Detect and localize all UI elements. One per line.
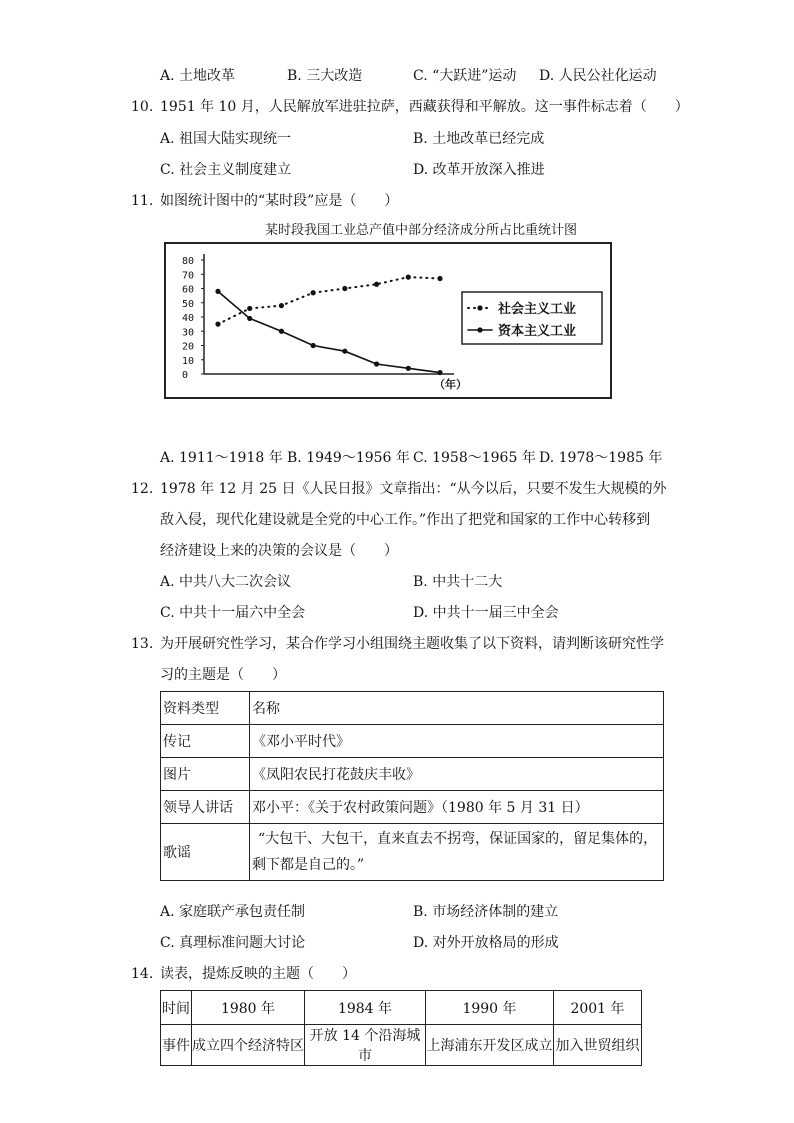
- q9-option-d: D. 人民公社化运动: [539, 68, 657, 84]
- y-tick-label: 10: [182, 355, 195, 367]
- table-cell: 事件: [161, 1025, 192, 1066]
- table-cell: 1980 年: [192, 991, 305, 1025]
- table-row: [161, 725, 664, 758]
- q10-option-a: A. 祖国大陆实现统一: [160, 131, 292, 147]
- table-cell: 加入世贸组织: [554, 1025, 642, 1066]
- series-1-point: [406, 366, 411, 371]
- q10-number: 10.: [131, 99, 154, 115]
- series-1-point: [279, 329, 284, 334]
- legend-label-0: 社会主义工业: [498, 302, 577, 317]
- q10-option-b: B. 土地改革已经完成: [413, 131, 545, 147]
- y-tick-label: 70: [182, 270, 195, 282]
- table-cell: 时间: [161, 991, 192, 1025]
- q11-number: 11.: [131, 193, 154, 209]
- table-cell: 《凤阳农民打花鼓庆丰收》: [250, 758, 664, 791]
- table-row: [161, 824, 664, 881]
- table-cell: 《邓小平时代》: [250, 725, 664, 758]
- legend-marker-0: [477, 305, 482, 310]
- series-1-point: [311, 343, 316, 348]
- legend-label-1: 资本主义工业: [498, 324, 577, 339]
- series-1-point: [215, 289, 220, 294]
- y-tick-label: 0: [182, 370, 189, 381]
- y-tick-label: 60: [182, 284, 195, 296]
- q9-option-a: A. 土地改革: [160, 68, 236, 84]
- q12-option-c: C. 中共十一届六中全会: [160, 605, 306, 621]
- table-cell-line: “大包干、大包干，直来直去不拐弯，保证国家的，留足集体的，: [258, 831, 658, 847]
- table-row: [161, 991, 642, 1025]
- table-row: [161, 692, 664, 725]
- q12-stem-line2: 敌入侵，现代化建设就是全党的中心工作。”作出了把党和国家的工作中心转移到: [160, 512, 651, 528]
- series-1-point: [374, 361, 379, 366]
- q13-option-b: B. 市场经济体制的建立: [413, 904, 559, 920]
- q13-stem-line1: 为开展研究性学习，某合作学习小组围绕主题收集了以下资料，请判断该研究性学: [160, 636, 664, 652]
- chart-title: 某时段我国工业总产值中部分经济成分所占比重统计图: [265, 223, 578, 238]
- q14-table: [160, 990, 642, 1066]
- table-cell: 上海浦东开发区成立: [426, 1025, 554, 1066]
- q11-option-d: D. 1978～1985 年: [539, 450, 663, 466]
- q13-option-c: C. 真理标准问题大讨论: [160, 935, 306, 951]
- q10-stem: 1951 年 10 月，人民解放军进驻拉萨，西藏获得和平解放。这一事件标志着（ ）: [160, 99, 689, 115]
- q11-option-b: B. 1949～1956 年: [287, 450, 410, 466]
- q10-option-d: D. 改革开放深入推进: [413, 162, 545, 178]
- q10-option-c: C. 社会主义制度建立: [160, 162, 292, 178]
- table-cell: 1984 年: [305, 991, 426, 1025]
- series-0-point: [374, 282, 379, 287]
- q14-stem: 读表，提炼反映的主题（ ）: [160, 966, 356, 982]
- table-row: [161, 1025, 642, 1066]
- y-tick-label: 40: [182, 313, 195, 324]
- series-line-1: [218, 291, 440, 372]
- series-0-point: [279, 303, 284, 308]
- y-tick-label: 50: [182, 298, 195, 310]
- series-0-point: [437, 276, 442, 281]
- series-0-point: [247, 306, 252, 311]
- q12-option-a: A. 中共八大二次会议: [160, 574, 292, 590]
- series-0-point: [311, 290, 316, 295]
- table-cell: 邓小平：《关于农村政策问题》（1980 年 5 月 31 日）: [250, 791, 664, 824]
- q12-stem-line3: 经济建设上来的决策的会议是（ ）: [160, 543, 398, 559]
- table-cell: 传记: [161, 725, 250, 758]
- q14-number: 14.: [131, 966, 154, 982]
- table-cell: 开放 14 个沿海城市: [305, 1025, 426, 1066]
- table-cell: 图片: [161, 758, 250, 791]
- x-axis-label: （年）: [434, 378, 467, 391]
- q9-option-b: B. 三大改造: [287, 68, 363, 84]
- q11-option-a: A. 1911～1918 年: [160, 450, 283, 466]
- table-cell: 领导人讲话: [161, 791, 250, 824]
- series-0-point: [342, 286, 347, 291]
- series-1-point: [437, 370, 442, 375]
- q13-option-a: A. 家庭联产承包责任制: [160, 904, 306, 920]
- q11-stem: 如图统计图中的“某时段”应是（ ）: [160, 193, 399, 209]
- line-chart: [164, 242, 614, 402]
- q11-option-c: C. 1958～1965 年: [413, 450, 536, 466]
- y-tick-label: 30: [182, 327, 195, 339]
- table-cell: 1990 年: [426, 991, 554, 1025]
- q9-option-c: C. “大跃进”运动: [413, 68, 517, 84]
- table-row: [161, 791, 664, 824]
- table-cell-multiline: [250, 824, 664, 881]
- table-row: [161, 758, 664, 791]
- q13-stem-line2: 习的主题是（ ）: [160, 667, 286, 683]
- q13-number: 13.: [131, 636, 154, 652]
- table-cell: 名称: [250, 692, 664, 725]
- series-1-point: [247, 316, 252, 321]
- series-0-point: [406, 275, 411, 280]
- q12-option-b: B. 中共十二大: [413, 574, 503, 590]
- q13-table: [160, 691, 664, 881]
- q12-number: 12.: [131, 481, 154, 497]
- y-tick-label: 20: [182, 341, 195, 353]
- table-cell: 2001 年: [554, 991, 642, 1025]
- table-cell: 成立四个经济特区: [192, 1025, 305, 1066]
- q12-stem-line1: 1978 年 12 月 25 日《人民日报》文章指出：“从今以后，只要不发生大规模的外: [160, 481, 667, 497]
- legend-marker-1: [477, 327, 482, 332]
- table-cell-line: 剩下都是自己的。”: [252, 857, 365, 873]
- q12-option-d: D. 中共十一届三中全会: [413, 605, 559, 621]
- q13-option-d: D. 对外开放格局的形成: [413, 935, 559, 951]
- y-tick-label: 80: [182, 256, 195, 267]
- table-cell: 歌谣: [161, 824, 250, 881]
- table-cell: 资料类型: [161, 692, 250, 725]
- series-1-point: [342, 349, 347, 354]
- series-0-point: [215, 322, 220, 327]
